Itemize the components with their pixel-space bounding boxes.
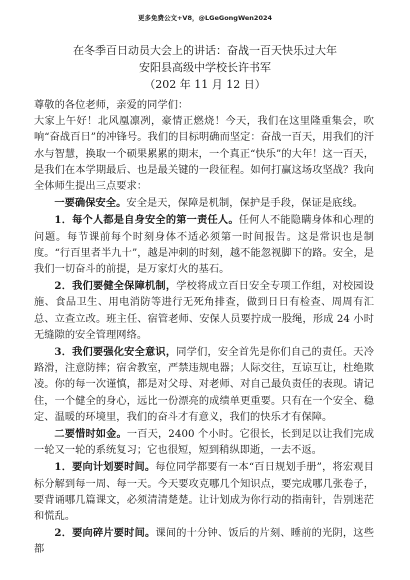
document-date: （202 年 11 月 12 日） [144, 78, 266, 91]
section-2-item-1-text: 每位同学都要有一本“百日规划手册”，将宏观目标分解到每一周、每一天。今天要攻克哪几个知识点，要完成哪几张卷子，要背诵哪几篇课文，必须清清楚楚。让计划成为你行动的指南针，告别迷茫和慌乱。 [34, 462, 374, 523]
section-1-lead-paragraph [34, 195, 374, 212]
section-1-item-2-title: 2．我们要健全保障机制， [54, 280, 177, 293]
section-1-item-3-title: 3．我们要强化安全意识， [54, 346, 177, 359]
document-header [0, 42, 410, 93]
top-watermark-note: 更多免费公文+V8，@LGeGongWen2024 [137, 14, 273, 22]
section-2-heading: 二要惜时如金。 [54, 428, 127, 441]
section-2-item-2 [34, 525, 374, 558]
document-body [34, 98, 374, 559]
section-2-lead-text: 一百天，2400 个小时。它很长，长到足以让我们完成一轮又一轮的系统复习；它也很短，短到稍纵即逝，一去不返。 [34, 429, 374, 457]
section-1-item-1-text: 任何人不能隐瞒身体和心理的问题。每节课前每个时刻身体不适必须第一时间报告。这是常识也是制度。“行百里者半九十”，越是冲刺的时刻，越不能忽视脚下的路。安全，是我们一切奋斗的前提，是万家灯火的基石。 [34, 215, 374, 276]
section-1-lead-text: 安全是天，保障是机制，保护是手段，保证是底线。 [126, 198, 364, 210]
section-1-item-3-text: 同学们，安全首先是你们自己的责任。天冷路滑，注意防摔；宿舍教室，严禁违规电器；人际交往，互谅互让，杜绝欺凌。你的每一次谨慎，都是对父母、对老师、对自己最负责任的表现。请记住，一个健全的身心，远比一份漂亮的成绩单更重要。只有在一个安全、稳定、温暖的环境里，我们的奋斗才有意义，我们的快乐才有保障。 [34, 347, 374, 423]
document-title: 在冬季百日动员大会上的讲话：奋战一百天快乐过大年 [73, 44, 337, 57]
section-2-item-1-title: 1．要向计划要时间。 [54, 461, 156, 474]
section-1-item-1 [34, 212, 374, 278]
section-1-item-2 [34, 278, 374, 344]
section-2-item-2-title: 2．要向碎片要时间。 [54, 527, 156, 540]
section-1-item-2-text: 学校将成立百日安全专项工作组，对校园设施、食品卫生、用电消防等进行无死角排查，做到日日有检查、周周有汇总、立查立改。班主任、宿管老师、安保人员要拧成一股绳，形成 24 小时无缝隙的安全管理网络。 [34, 281, 374, 341]
section-2-item-1 [34, 459, 374, 525]
salutation: 尊敬的各位老师，亲爱的同学们： [34, 100, 189, 111]
document-author: 安阳县高级中学校长许书军 [139, 61, 271, 74]
section-2-item-2-text: 课间的十分钟、饭后的片刻、睡前的光阴，这些都 [34, 528, 374, 556]
section-1-item-1-title: 1．每个人都是自身安全的第一责任人。 [54, 214, 239, 227]
intro-paragraph: 大家上午好！北风凰凛冽，豪情正燃烧！今天，我们在这里隆重集会，吹响“奋战百日”的冲锋号。我们的目标明确而坚定：奋战一百天，用我们的汗水与智慧，换取一个硕果累累的期末，一个真正“快乐”的大年！这一百天，是我们在本学期最后、也是最关键的一段征程。如何打赢这场攻坚战？我向全体师生提出三点要求： [34, 116, 374, 193]
section-1-heading: 一要确保安全。 [54, 197, 127, 210]
section-1-item-3 [34, 344, 374, 426]
section-2-lead-paragraph [34, 426, 374, 459]
